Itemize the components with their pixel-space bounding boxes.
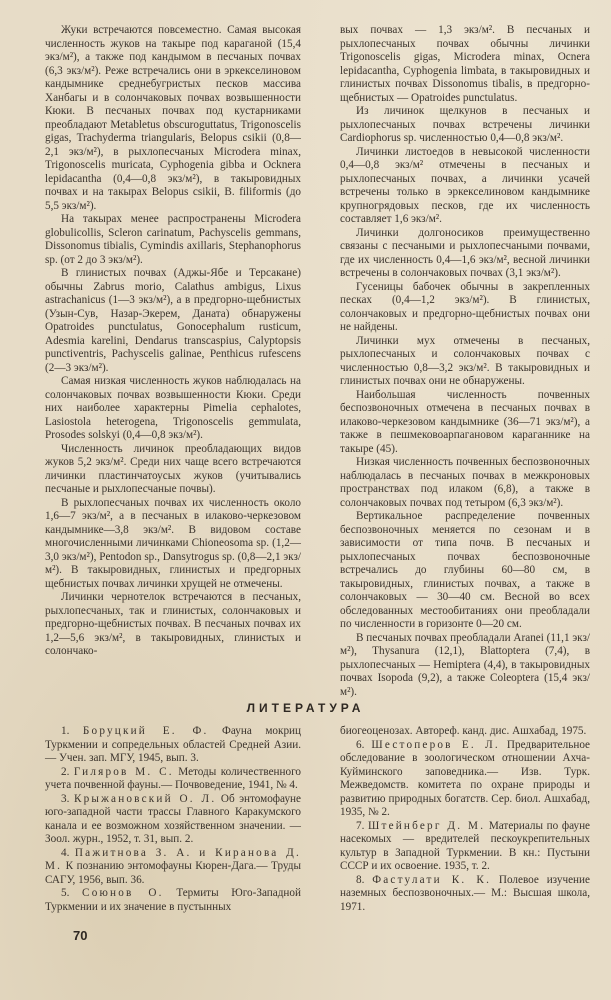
reference-text: Полевое изучение наземных беспозвоночных.— М.: Высшая школа, 1971. xyxy=(340,873,590,913)
reference-author: Фастулати К. К. xyxy=(372,873,492,886)
reference-author: Шестоперов Е. Л. xyxy=(371,738,500,751)
reference-text: Об энтомофауне юго-западной части трассы Главного Каракумского канала и ее возможном хозяйственном значении. — Зоол. журн., 1952, т. 31, вып. 2. xyxy=(45,792,301,845)
paragraph: вых почвах — 1,3 экз/м². В песчаных и рыхлопесчаных почвах обычны личинки Trigonoscelis gigas, Microdera minax, Ocnera lepidacantha, Cyphogenia limbata, в такыровидных и глинистых почвах Dissonomus tibalis, в предгорно-щебнистых — Opatroides punctulatus. xyxy=(340,24,590,104)
paragraph: В рыхлопесчаных почвах их численность около 1,6—7 экз/м², а в песчаных в илаково-черкезовом кандымнике—3,8 экз/м². В видовом составе многочисленными личинками Chioneosoma sp. (1,2—3,0 экз/м²), Pentodon sp., Dansytrogus sp. (0,8—2,1 экз/м²). В такыровидных, глинистых и предгорных щебнистых почвах личинки хрущей не отмечены. xyxy=(45,496,301,590)
left-text-column xyxy=(45,24,301,659)
reference-text: К познанию энтомофауны Кюрен-Дага.— Труды САГУ, 1956, вып. 36. xyxy=(45,860,301,886)
reference-item xyxy=(340,874,590,915)
paragraph: Личинки листоедов в невысокой численности 0,4—0,8 экз/м² отмечены в песчаных и рыхлопесчаных почвах, а личинки усачей встречены только в эркекселиновом кандымнике крупногрядовых песков, где их численность составляет 1,6 экз/м². xyxy=(340,145,590,225)
reference-text: Материалы по фауне насекомых — вредителей пескоукрепительных культур в Западной Туркмении. В кн.: Пустыни СССР и их освоение. 1935, т. 2. xyxy=(340,819,591,872)
paragraph: Вертикальное распределение почвенных беспозвоночных меняется по сезонам и в зависимости от типа почв. В песчаных и рыхлопесчаных почвах беспозвоночные встречались до глубины 60—80 см, в такыровидных, глинистых почвах, а также в солончаковых — 30—40 см. Весной во всех обследованных местообитаниях они преобладали по численности в горизонте 0—20 см. xyxy=(340,510,590,630)
paragraph: Самая низкая численность жуков наблюдалась на солончаковых почвах возвышенности Кюки. Среди них наиболее характерны Pimelia cephalotes, Lasiostola heterogena, Trigonoscelis gemmulata, Prosodes solskyi (0,4—0,8 экз/м²). xyxy=(45,375,301,441)
paragraph: В глинистых почвах (Аджы-Ябе и Терсакане) обычны Zabrus morio, Calathus ambigus, Lixus astrachanicus (1—3 экз/м²), а в предгорно-щебнистых (Узын-Сув, Назар-Экерем, Даната) обнаружены Opatroides punctulatus, Gonocephalum rusticum, Adesmia karelini, Dendarus transcaspius, Calyptopsis punctiventris, Pachyscelis galinae, Penthicus rufescens (2—3 экз/м²). xyxy=(45,267,301,374)
paragraph: На такырах менее распространены Microdera globulicollis, Scleron carinatum, Pachyscelis gemmans, Dissonomus tibialis, Cymindis axillaris, Stephanophorus sp. (от 2 до 3 экз/м²). xyxy=(45,213,301,266)
references-heading: ЛИТЕРАТУРА xyxy=(246,701,365,715)
references-left-column xyxy=(45,725,301,914)
reference-number: 8. xyxy=(356,873,365,886)
reference-author: Крыжановский О. Л. xyxy=(73,792,217,805)
paragraph: Численность личинок преобладающих видов жуков 5,2 экз/м². Среди них чаще всего встречаются личинки пластинчатоусых жуков (учитывались песчаные и рыхлопесчаные почвы). xyxy=(45,442,301,495)
reference-number: 2. xyxy=(61,765,70,778)
reference-continuation: биогеоценозах. Автореф. канд. дис. Ашхабад, 1975. xyxy=(340,725,587,737)
reference-author: Гиляров М. С. xyxy=(73,765,174,778)
page-number: 70 xyxy=(73,928,88,943)
reference-text: Термиты Юго-Западной Туркмении и их значение в пустынных xyxy=(45,887,301,913)
reference-text: Фауна мокриц Туркмении и сопредельных областей Средней Азии.— Учен. зап. МГУ, 1945, вып. 3. xyxy=(45,725,302,764)
reference-item xyxy=(45,847,301,888)
reference-author: Союнов О. xyxy=(82,887,164,899)
reference-number: 7. xyxy=(356,819,365,832)
reference-text: Предварительное обследование в зоологическом отношении Ахча-Куйминского заповедника.— Изв. Турк. Межведомств. комитета по охране природы и развитию природных богатств. Сер. биол. Ашхабад, 1935, № 2. xyxy=(340,738,591,818)
paragraph: Гусеницы бабочек обычны в закрепленных песках (0,4—1,2 экз/м²). В глинистых, солончаковых и предгорно-щебнистых почвах они не найдены. xyxy=(340,280,590,333)
reference-item xyxy=(45,766,301,793)
paragraph: Наибольшая численность почвенных беспозвоночных отмечена в песчаных почвах в илаково-черкезовом кандымнике (36—71 экз/м²), а также в пешмековоарпагановом караганнике на такыре (45). xyxy=(340,388,590,455)
reference-author: Штейнберг Д. М. xyxy=(368,819,486,832)
reference-number: 5. xyxy=(61,887,70,899)
reference-item xyxy=(340,820,590,874)
references-right-column xyxy=(340,725,590,914)
paragraph: Личинки долгоносиков преимущественно связаны с песчаными и рыхлопесчаными почвами, где их численность 0,4—1,6 экз/м², весной личинки встречены в солончаковых почвах (3,1 экз/м²). xyxy=(340,226,590,279)
right-text-column xyxy=(340,24,590,699)
reference-number: 4. xyxy=(61,846,70,859)
reference-author: Боруцкий Е. Ф. xyxy=(82,725,209,737)
reference-text: Методы количественного учета почвенной фауны.— Почвоведение, 1941, № 4. xyxy=(45,765,302,791)
reference-item xyxy=(45,725,301,766)
reference-item xyxy=(340,739,590,820)
reference-number: 6. xyxy=(356,738,365,751)
paragraph: Жуки встречаются повсеместно. Самая высокая численность жуков на такыре под караганой (15,4 экз/м²), а также под кандымом в песчаных почвах (6,3 экз/м²). Реже встречались они в эркекселиновом кандымнике среднебугристых песков массива Ханбагы и в солончаковых почвах возвышенности Кюки. В песчаных почвах под кустарниками преобладают Metabletus obscuroguttatus, Trigonoscelis gigas, Trachyderma triangularis, Belopus csikii (0,8—2,1 экз/м²), в рыхлопесчаных Microdera minax, Trigonoscelis muricata, Cyphogenia gibba и Ocknera lepidacantha (0,4—0,8 экз/м²), в такыровидных почвах и на такырах Belopus csikii, B. filiformis (до 5,5 экз/м²). xyxy=(45,24,301,212)
reference-item xyxy=(45,793,301,847)
paragraph: Личинки чернотелок встречаются в песчаных, рыхлопесчаных, так и глинистых, солончаковых и предгорно-щебнистых почвах. В песчаных почвах их 1,2—5,6 экз/м², в такыровидных, глинистых и солончако- xyxy=(45,591,301,657)
reference-number: 1. xyxy=(61,725,70,737)
paragraph: Из личинок щелкунов в песчаных и рыхлопесчаных почвах встречены личинки Cardiophorus sp. численностью 0,4—0,8 экз/м². xyxy=(340,105,590,144)
reference-author: Пажитнова З. А. и Киранова Д. М. xyxy=(45,846,301,872)
paragraph: В песчаных почвах преобладали Aranei (11,1 экз/м²), Thysanura (12,1), Blattoptera (7,4), в рыхлопесчаных — Hemiptera (4,4), в такыровидных почвах Isopoda (9,2), а также Coleoptera (15,4 экз/м²). xyxy=(340,631,590,698)
reference-number: 3. xyxy=(61,792,70,805)
reference-item xyxy=(45,887,301,914)
paragraph: Личинки мух отмечены в песчаных, рыхлопесчаных и солончаковых почвах с численностью 0,8—3,2 экз/м². В такыровидных и глинистых почвах они не обнаружены. xyxy=(340,334,590,387)
paragraph: Низкая численность почвенных беспозвоночных наблюдалась в песчаных почвах в межкроновых пространствах под илаком (6,8), а также в солончаковых почвах под тетыром (6,3 экз/м²). xyxy=(340,456,590,509)
